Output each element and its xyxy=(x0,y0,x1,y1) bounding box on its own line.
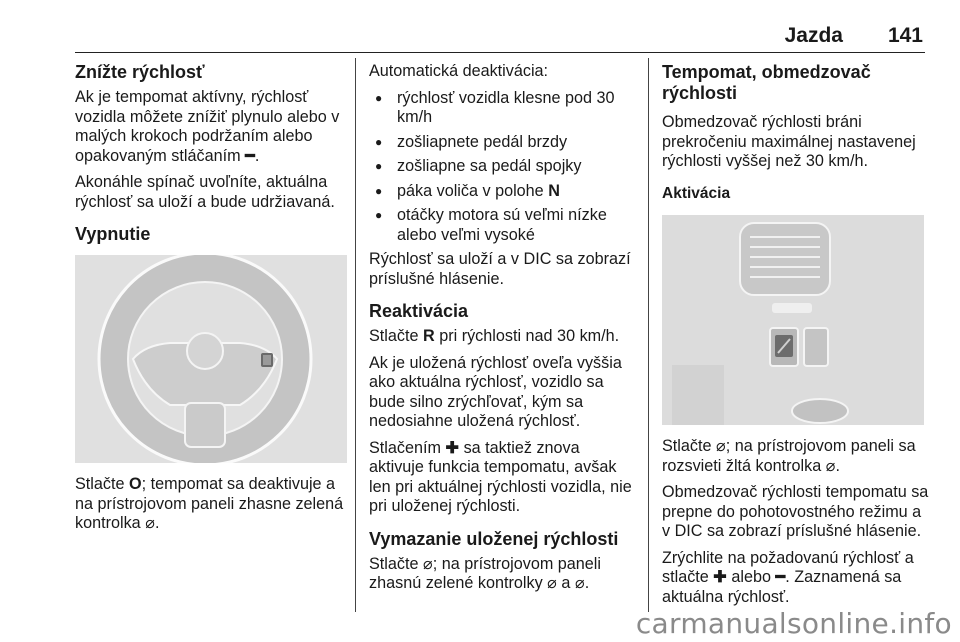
text: alebo xyxy=(731,568,771,586)
paragraph xyxy=(662,437,930,476)
paragraph xyxy=(75,88,347,166)
text: . xyxy=(254,146,260,165)
paragraph: Rýchlosť sa uloží a v DIC sa zobrazí príslušné hlásenie. xyxy=(369,250,631,288)
paragraph: Obmedzovač rýchlosti bráni prekročeniu maximálnej nastavenej rýchlosti vyššej než 30 km/h. xyxy=(662,113,916,170)
column-divider xyxy=(648,58,649,612)
paragraph: Obmedzovač rýchlosti tempomatu sa prepne do pohotovostného režimu a v DIC sa zobrazí príslušné hlásenie. xyxy=(662,483,929,540)
dashboard-switch-figure xyxy=(662,215,924,425)
cruise-control-icon: ⌀ xyxy=(547,574,557,592)
resume-symbol: R xyxy=(423,327,435,345)
list-item: ● zošliapne sa pedál spojky xyxy=(397,157,637,177)
text: Stlačením xyxy=(369,438,441,457)
heading-clear-speed: Vymazanie uloženej rýchlosti xyxy=(369,528,619,549)
page-number: 141 xyxy=(887,24,923,47)
column-divider xyxy=(355,58,356,612)
cruise-control-icon: ⌀ xyxy=(574,574,585,592)
plus-icon: ✚ xyxy=(445,438,460,457)
text: . xyxy=(584,574,590,592)
text: páka voliča v polohe xyxy=(397,181,544,200)
speed-limiter-icon: ⌀ xyxy=(825,456,836,475)
heading-activation: Aktivácia xyxy=(662,184,731,202)
list-item: ● zošliapnete pedál brzdy xyxy=(397,133,637,153)
minus-icon: ━ xyxy=(245,146,255,165)
text: Stlačte xyxy=(662,437,712,455)
watermark: carmanualsonline.info xyxy=(635,607,952,640)
list-item xyxy=(397,182,637,202)
heading-deactivation: Vypnutie xyxy=(75,224,151,244)
plus-icon: ✚ xyxy=(713,568,727,586)
text: Stlačte xyxy=(369,327,419,345)
text: pri rýchlosti nad 30 km/h. xyxy=(439,327,620,345)
text: Stlačte xyxy=(75,475,125,493)
text: ; na prístrojovom paneli sa rozsvieti žltá kontrolka xyxy=(662,437,916,475)
text: . xyxy=(835,456,840,475)
text: Ak je tempomat aktívny, rýchlosť vozidla môžete znížiť plynulo alebo v malých krokoch podržaním alebo opakovaným stláčaním xyxy=(75,88,340,165)
paragraph: Automatická deaktivácia: xyxy=(369,62,549,80)
steering-wheel-figure xyxy=(75,255,347,463)
column-3 xyxy=(662,62,930,614)
paragraph xyxy=(369,555,637,594)
text: . xyxy=(154,514,160,532)
column-2 xyxy=(369,62,637,601)
paragraph: Akonáhle spínač uvoľníte, aktuálna rýchlosť sa uloží a bude udržiavaná. xyxy=(75,173,335,211)
heading-speed-limiter: Tempomat, obmedzovač rýchlosti xyxy=(662,62,871,103)
power-off-icon: O xyxy=(129,475,142,493)
text: sa taktiež znova aktivuje funkcia tempomatu, avšak len pri aktuálnej rýchlosti vozidla, nie pri uloženej rýchlosti. xyxy=(369,438,632,515)
column-1 xyxy=(75,62,347,541)
cruise-control-icon: ⌀ xyxy=(145,514,155,532)
text: . Zaznamená sa aktuálna rýchlosť. xyxy=(662,568,902,606)
section-title: Jazda xyxy=(784,24,843,47)
minus-icon: ━ xyxy=(775,568,786,586)
paragraph xyxy=(662,549,930,608)
paragraph xyxy=(369,439,637,517)
text: Zrýchlite na požadovanú rýchlosť a stlačte xyxy=(662,548,914,586)
deactivation-list xyxy=(369,89,637,246)
text: a xyxy=(561,574,571,592)
speed-limiter-icon: ⌀ xyxy=(716,437,726,455)
paragraph xyxy=(75,475,347,534)
gear-n-symbol: N xyxy=(548,181,560,200)
text: ; na prístrojovom paneli zhasnú zelené kontrolky xyxy=(369,554,602,592)
heading-reactivation: Reaktivácia xyxy=(369,301,469,321)
list-item: ● rýchlosť vozidla klesne pod 30 km/h xyxy=(397,89,637,128)
heading-reduce-speed: Znížte rýchlosť xyxy=(75,62,205,82)
page-header xyxy=(75,22,925,53)
paragraph xyxy=(369,327,637,347)
list-item: ● otáčky motora sú veľmi nízke alebo veľmi vysoké xyxy=(397,206,637,245)
text: ; tempomat sa deaktivuje a na prístrojovom paneli zhasne zelená kontrolka xyxy=(75,475,344,532)
paragraph: Ak je uložená rýchlosť oveľa vyššia ako aktuálna rýchlosť, vozidlo sa bude silno zrýchľovať, kým sa nedosiahne uložená rýchlosť. xyxy=(369,353,622,430)
cruise-control-icon: ⌀ xyxy=(423,554,433,573)
text: Stlačte xyxy=(369,554,419,573)
